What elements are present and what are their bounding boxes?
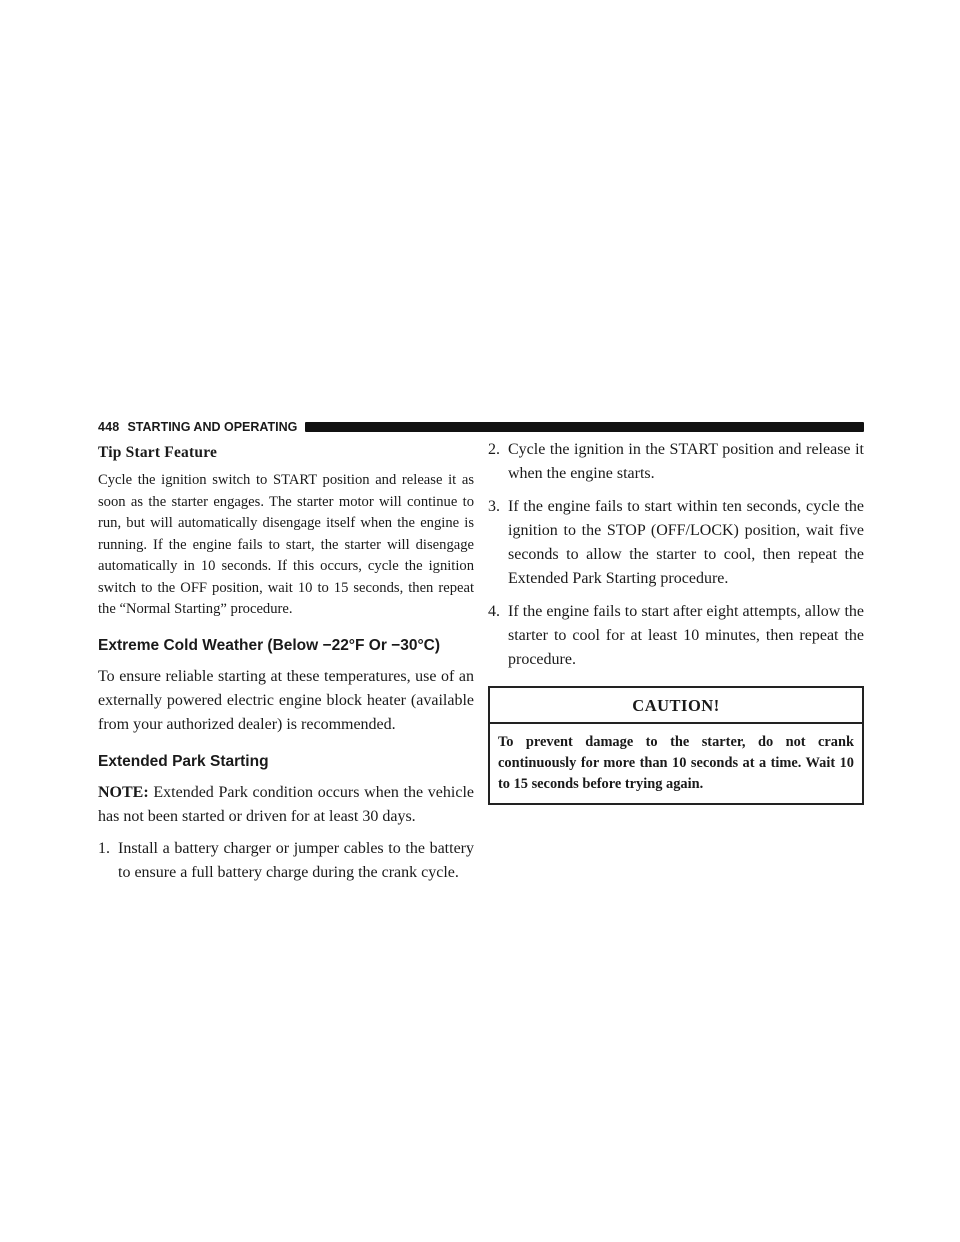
step-3-number: 3.: [488, 498, 500, 515]
extreme-cold-heading: Extreme Cold Weather (Below −22°F Or −30°C): [98, 636, 441, 654]
step-4-number: 4.: [488, 603, 500, 620]
tip-start-heading: Tip Start Feature: [98, 444, 218, 461]
caution-box: [488, 686, 864, 805]
note-label: NOTE:: [98, 783, 149, 801]
right-column: [488, 438, 864, 805]
page-number: 448: [98, 420, 120, 434]
extended-park-heading: Extended Park Starting: [98, 752, 269, 770]
step-1-number: 1.: [98, 839, 110, 857]
left-column: [98, 438, 474, 893]
tip-start-body: Cycle the ignition switch to START position and release it as soon as the starter engages. The starter motor will continue to run, but will automatically disengage itself when the engine is running. If the engine fails to start, the starter will disengage automatically in 10 seconds. If this occurs, cycle the ignition switch to the OFF position, wait 10 to 15 seconds, then repeat the “Normal Starting” procedure.: [98, 472, 474, 617]
step-2: [488, 438, 864, 486]
extended-park-note: [98, 781, 474, 829]
caution-body: To prevent damage to the starter, do not crank continuously for more than 10 seconds at a time. Wait 10 to 15 seconds before trying again.: [498, 734, 854, 792]
step-1: [98, 837, 474, 885]
step-4-text: If the engine fails to start after eight attempts, allow the starter to cool for at least 10 minutes, then repeat the procedure.: [508, 603, 864, 668]
step-3-text: If the engine fails to start within ten seconds, cycle the ignition to the STOP (OFF/LOCK) position, wait five seconds to allow the starter to cool, then repeat the Extended Park Starting procedure.: [508, 498, 864, 587]
step-2-number: 2.: [488, 441, 500, 458]
extreme-cold-body: To ensure reliable starting at these temperatures, use of an externally powered electric engine block heater (available from your authorized dealer) is recommended.: [98, 667, 474, 733]
step-3: [488, 495, 864, 591]
step-4: [488, 600, 864, 672]
step-2-text: Cycle the ignition in the START position and release it when the engine starts.: [508, 441, 864, 482]
caution-title: CAUTION!: [490, 688, 862, 724]
page-header: [98, 418, 864, 436]
note-text: Extended Park condition occurs when the vehicle has not been started or driven for at least 30 days.: [98, 783, 474, 825]
section-title: STARTING AND OPERATING: [127, 420, 298, 434]
step-1-text: Install a battery charger or jumper cables to the battery to ensure a full battery charge during the crank cycle.: [118, 839, 474, 881]
header-rule: [305, 422, 864, 432]
